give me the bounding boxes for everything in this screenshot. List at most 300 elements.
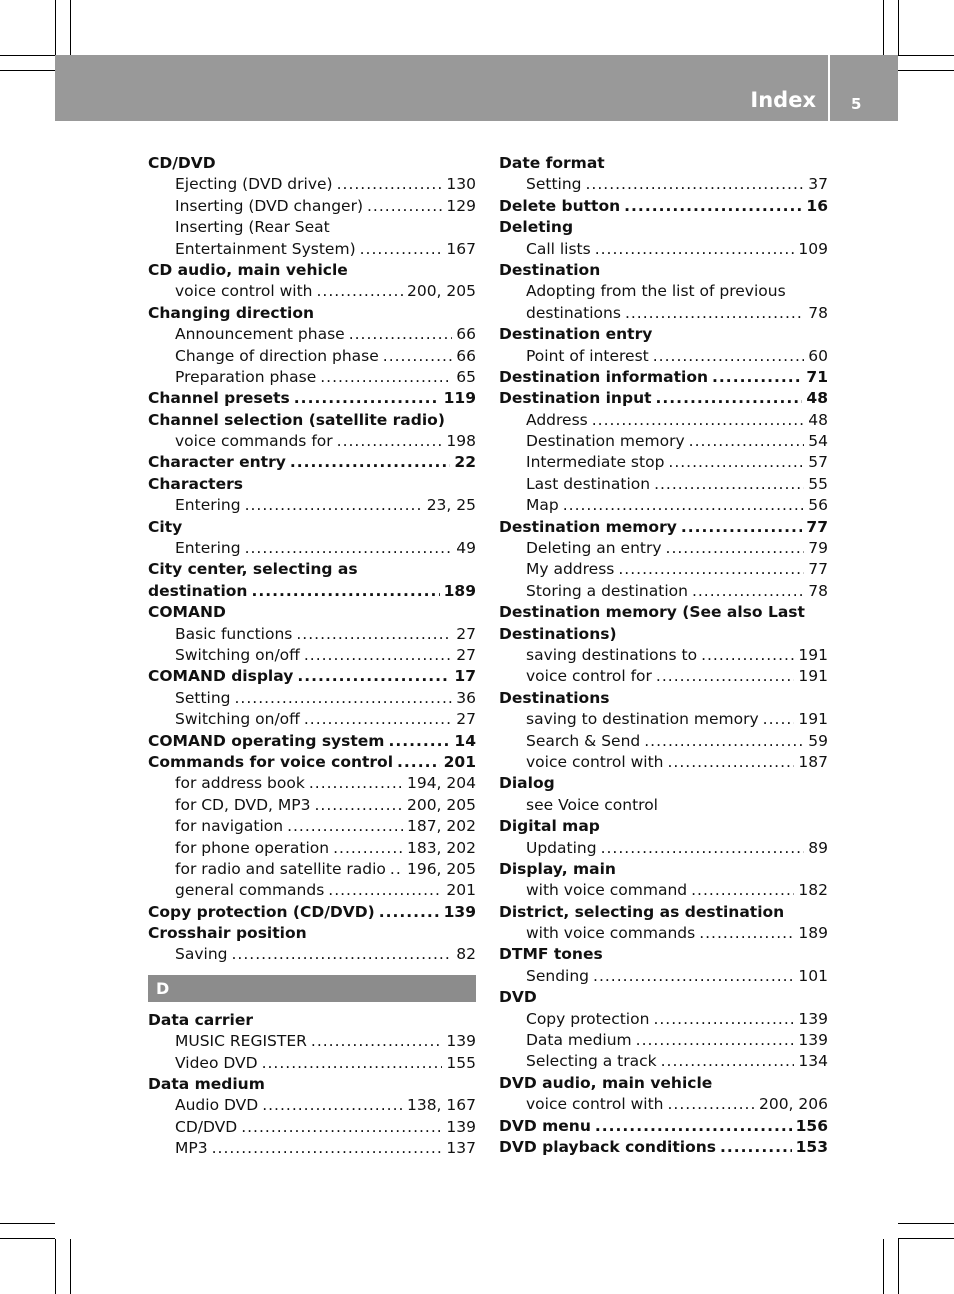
entry-text: Destination input xyxy=(499,389,652,408)
entry-text: Copy protection xyxy=(526,1009,650,1028)
index-subentry xyxy=(499,1009,828,1030)
index-subentry xyxy=(499,281,828,302)
entry-page: 23, 25 xyxy=(426,496,476,515)
entry-page: 191 xyxy=(798,667,828,686)
index-heading xyxy=(499,1073,828,1094)
crop-mark xyxy=(55,1239,56,1294)
crop-mark xyxy=(898,1223,954,1224)
dot-leader xyxy=(618,559,804,580)
header-bar xyxy=(55,55,828,121)
index-heading xyxy=(499,217,828,238)
entry-page: 139 xyxy=(443,902,476,921)
index-heading xyxy=(148,752,476,773)
entry-page: 129 xyxy=(446,196,476,215)
entry-page: 57 xyxy=(808,453,828,472)
entry-page: 78 xyxy=(808,581,828,600)
entry-page: 183, 202 xyxy=(406,838,476,857)
entry-text: DVD menu xyxy=(499,1116,591,1135)
page-title: Index xyxy=(750,88,816,112)
entry-text: destination xyxy=(148,581,248,600)
entry-text: see Voice control xyxy=(526,795,658,814)
dot-leader xyxy=(296,624,452,645)
entry-page: 77 xyxy=(808,560,828,579)
entry-text: Basic functions xyxy=(175,624,293,643)
index-heading xyxy=(148,474,476,495)
entry-page: 101 xyxy=(798,966,828,985)
index-heading xyxy=(499,944,828,965)
entry-page: 36 xyxy=(456,688,476,707)
dot-leader xyxy=(294,388,440,409)
index-subentry xyxy=(148,324,476,345)
index-subentry xyxy=(148,217,476,238)
entry-text: general commands xyxy=(175,881,325,900)
index-heading xyxy=(499,260,828,281)
entry-text: City center, selecting as xyxy=(148,560,358,579)
entry-page: 66 xyxy=(456,346,476,365)
entry-page: 139 xyxy=(446,1117,476,1136)
index-heading xyxy=(148,731,476,752)
entry-text: Updating xyxy=(526,838,597,857)
index-subentry xyxy=(499,452,828,473)
page-number-box xyxy=(830,55,898,121)
entry-page: 201 xyxy=(443,752,476,771)
index-heading xyxy=(148,1074,476,1095)
entry-text: Entering xyxy=(175,496,241,515)
crop-mark xyxy=(898,70,954,71)
entry-page: 189 xyxy=(443,581,476,600)
entry-text: with voice commands xyxy=(526,924,696,943)
dot-leader xyxy=(625,303,804,324)
entry-text: Commands for voice control xyxy=(148,752,394,771)
index-heading xyxy=(499,153,828,174)
dot-leader xyxy=(586,174,805,195)
entry-text: with voice command xyxy=(526,881,688,900)
entry-text: COMAND xyxy=(148,603,226,622)
entry-text: voice control with xyxy=(526,752,664,771)
index-subentry xyxy=(499,795,828,816)
entry-text: for radio and satellite radio xyxy=(175,859,386,878)
crop-mark xyxy=(883,0,884,55)
dot-leader xyxy=(701,645,794,666)
entry-page: 155 xyxy=(446,1053,476,1072)
index-subentry xyxy=(499,666,828,687)
dot-leader xyxy=(315,795,403,816)
entry-text: Video DVD xyxy=(175,1053,258,1072)
crop-mark xyxy=(883,1239,884,1294)
index-heading xyxy=(148,923,476,944)
entry-text: Destinations) xyxy=(499,624,617,643)
dot-leader xyxy=(397,752,440,773)
index-heading xyxy=(499,1116,828,1137)
dot-leader xyxy=(691,880,794,901)
entry-text: Destination information xyxy=(499,367,709,386)
entry-text: Character entry xyxy=(148,453,286,472)
index-heading xyxy=(148,1010,476,1031)
dot-leader xyxy=(231,944,452,965)
dot-leader xyxy=(668,1094,755,1115)
index-subentry xyxy=(148,495,476,516)
entry-text: Data medium xyxy=(526,1031,632,1050)
index-subentry xyxy=(148,196,476,217)
entry-text: Selecting a track xyxy=(526,1052,657,1071)
entry-page: 119 xyxy=(443,389,476,408)
entry-text: Data carrier xyxy=(148,1010,253,1029)
entry-text: Data medium xyxy=(148,1075,265,1094)
crop-mark xyxy=(898,1239,899,1294)
index-subentry xyxy=(148,1095,476,1116)
entry-text: Dialog xyxy=(499,774,555,793)
index-heading xyxy=(499,859,828,880)
index-subentry xyxy=(499,966,828,987)
entry-text: Entertainment System) xyxy=(175,239,356,258)
entry-text: saving to destination memory xyxy=(526,710,759,729)
index-heading xyxy=(499,602,828,623)
dot-leader xyxy=(563,495,805,516)
index-subentry xyxy=(148,431,476,452)
dot-leader xyxy=(317,281,403,302)
crop-mark xyxy=(0,1238,55,1239)
dot-leader xyxy=(367,196,442,217)
index-list-d-continued xyxy=(499,153,828,1158)
index-subentry xyxy=(499,838,828,859)
index-heading xyxy=(148,902,476,923)
dot-leader xyxy=(668,452,804,473)
index-column-left xyxy=(148,153,476,1160)
index-heading xyxy=(148,517,476,538)
dot-leader xyxy=(328,880,442,901)
entry-text: CD/DVD xyxy=(148,154,216,172)
entry-page: 109 xyxy=(798,239,828,258)
dot-leader xyxy=(656,388,803,409)
entry-text: Destinations xyxy=(499,688,610,707)
crop-mark xyxy=(70,1239,71,1294)
index-subentry xyxy=(148,838,476,859)
entry-text: Changing direction xyxy=(148,303,314,322)
entry-text: Change of direction phase xyxy=(175,346,379,365)
index-subentry xyxy=(148,709,476,730)
crop-mark xyxy=(70,0,71,55)
entry-page: 16 xyxy=(806,196,828,215)
crop-mark xyxy=(0,55,55,56)
dot-leader xyxy=(601,838,805,859)
crop-mark xyxy=(898,0,899,55)
entry-text: Display, main xyxy=(499,859,616,878)
index-subentry xyxy=(499,174,828,195)
entry-page: 138, 167 xyxy=(406,1096,476,1115)
dot-leader xyxy=(689,431,805,452)
entry-text: Setting xyxy=(526,175,582,194)
entry-text: Search & Send xyxy=(526,731,641,750)
index-heading xyxy=(499,324,828,345)
index-heading xyxy=(148,303,476,324)
index-heading xyxy=(499,902,828,923)
entry-page: 27 xyxy=(456,645,476,664)
index-subentry xyxy=(148,624,476,645)
entry-text: Saving xyxy=(175,945,228,964)
index-subentry xyxy=(148,367,476,388)
entry-text: for navigation xyxy=(175,817,284,836)
entry-text: MP3 xyxy=(175,1139,208,1158)
entry-page: 167 xyxy=(446,239,476,258)
entry-page: 78 xyxy=(808,303,828,322)
dot-leader xyxy=(383,346,453,367)
entry-page: 200, 206 xyxy=(758,1095,828,1114)
index-subentry xyxy=(499,731,828,752)
index-heading xyxy=(499,624,828,645)
dot-leader xyxy=(311,1031,443,1052)
index-heading xyxy=(499,688,828,709)
index-heading xyxy=(148,581,476,602)
index-subentry xyxy=(499,239,828,260)
index-subentry xyxy=(148,1117,476,1138)
entry-page: 137 xyxy=(446,1139,476,1158)
entry-text: Copy protection (CD/DVD) xyxy=(148,902,375,921)
entry-page: 49 xyxy=(456,539,476,558)
dot-leader xyxy=(592,410,805,431)
entry-text: voice control with xyxy=(526,1095,664,1114)
entry-page: 156 xyxy=(795,1116,828,1135)
entry-text: Switching on/off xyxy=(175,710,300,729)
entry-text: Intermediate stop xyxy=(526,453,665,472)
index-heading xyxy=(499,1137,828,1158)
entry-page: 56 xyxy=(808,496,828,515)
dot-leader xyxy=(245,538,453,559)
entry-page: 48 xyxy=(806,389,828,408)
entry-text: Ejecting (DVD drive) xyxy=(175,175,333,194)
index-heading xyxy=(148,602,476,623)
entry-text: Sending xyxy=(526,966,590,985)
index-heading xyxy=(499,367,828,388)
dot-leader xyxy=(333,838,403,859)
entry-page: 14 xyxy=(454,731,476,750)
index-heading xyxy=(148,260,476,281)
index-subentry xyxy=(148,859,476,880)
entry-page: 54 xyxy=(808,432,828,451)
index-heading xyxy=(148,452,476,473)
entry-text: Destination memory (See also Last xyxy=(499,603,805,622)
crop-mark xyxy=(898,55,954,56)
entry-page: 27 xyxy=(456,710,476,729)
index-subentry xyxy=(499,346,828,367)
dot-leader xyxy=(304,709,452,730)
entry-page: 134 xyxy=(798,1052,828,1071)
dot-leader xyxy=(390,859,403,880)
entry-page: 201 xyxy=(446,881,476,900)
index-heading xyxy=(499,196,828,217)
index-heading xyxy=(148,410,476,431)
entry-text: destinations xyxy=(526,303,621,322)
entry-text: Last destination xyxy=(526,474,651,493)
entry-text: Audio DVD xyxy=(175,1096,259,1115)
dot-leader xyxy=(624,196,802,217)
index-subentry xyxy=(499,559,828,580)
index-subentry xyxy=(499,431,828,452)
dot-leader xyxy=(653,1009,794,1030)
entry-page: 200, 205 xyxy=(406,282,476,301)
dot-leader xyxy=(636,1030,795,1051)
index-subentry xyxy=(148,688,476,709)
entry-page: 71 xyxy=(806,367,828,386)
dot-leader xyxy=(262,1095,403,1116)
entry-page: 189 xyxy=(798,924,828,943)
entry-text: Destination xyxy=(499,260,601,279)
index-subentry xyxy=(499,1030,828,1051)
entry-page: 187 xyxy=(798,752,828,771)
entry-text: Storing a destination xyxy=(526,581,688,600)
entry-page: 89 xyxy=(808,838,828,857)
index-subentry xyxy=(499,1051,828,1072)
dot-leader xyxy=(337,431,443,452)
dot-leader xyxy=(712,367,802,388)
dot-leader xyxy=(360,239,443,260)
entry-text: MUSIC REGISTER xyxy=(175,1032,307,1051)
index-subentry xyxy=(148,174,476,195)
dot-leader xyxy=(287,816,403,837)
entry-page: 27 xyxy=(456,624,476,643)
page-number: 5 xyxy=(851,95,862,113)
dot-leader xyxy=(241,1117,442,1138)
dot-leader xyxy=(262,1053,443,1074)
dot-leader xyxy=(309,773,403,794)
dot-leader xyxy=(379,902,440,923)
index-subentry xyxy=(148,816,476,837)
entry-page: 182 xyxy=(798,881,828,900)
crop-mark xyxy=(55,0,56,55)
entry-text: CD audio, main vehicle xyxy=(148,260,348,279)
index-subentry xyxy=(148,645,476,666)
entry-text: Inserting (Rear Seat xyxy=(175,218,330,237)
entry-page: 48 xyxy=(808,410,828,429)
dot-leader xyxy=(644,731,804,752)
entry-text: Date format xyxy=(499,154,605,172)
index-subentry xyxy=(499,752,828,773)
section-header-d: D xyxy=(148,975,476,1002)
index-subentry xyxy=(148,538,476,559)
entry-page: 79 xyxy=(808,539,828,558)
dot-leader xyxy=(699,923,794,944)
entry-text: DVD xyxy=(499,988,537,1007)
index-subentry xyxy=(148,1138,476,1159)
entry-page: 139 xyxy=(446,1032,476,1051)
entry-page: 191 xyxy=(798,645,828,664)
dot-leader xyxy=(337,174,443,195)
dot-leader xyxy=(245,495,423,516)
entry-page: 59 xyxy=(808,731,828,750)
entry-text: Characters xyxy=(148,474,243,493)
entry-page: 65 xyxy=(456,367,476,386)
entry-text: Address xyxy=(526,410,588,429)
entry-page: 187, 202 xyxy=(406,817,476,836)
dot-leader xyxy=(595,1116,792,1137)
dot-leader xyxy=(251,581,439,602)
dot-leader xyxy=(595,239,795,260)
dot-leader xyxy=(320,367,452,388)
index-subentry xyxy=(148,880,476,901)
dot-leader xyxy=(668,752,795,773)
entry-text: COMAND operating system xyxy=(148,731,385,750)
index-subentry xyxy=(499,923,828,944)
entry-page: 194, 204 xyxy=(406,774,476,793)
dot-leader xyxy=(304,645,452,666)
dot-leader xyxy=(681,517,803,538)
index-column-right xyxy=(499,153,828,1158)
index-heading xyxy=(499,388,828,409)
entry-text: CD/DVD xyxy=(175,1117,238,1136)
index-subentry xyxy=(499,303,828,324)
entry-page: 22 xyxy=(454,453,476,472)
entry-text: saving destinations to xyxy=(526,645,698,664)
index-heading xyxy=(148,559,476,580)
index-subentry xyxy=(499,581,828,602)
entry-text: Adopting from the list of previous xyxy=(526,282,786,301)
entry-page: 82 xyxy=(456,945,476,964)
index-subentry xyxy=(499,410,828,431)
entry-page: 153 xyxy=(795,1137,828,1156)
entry-page: 17 xyxy=(454,667,476,686)
index-subentry xyxy=(148,1031,476,1052)
dot-leader xyxy=(653,346,805,367)
entry-text: Destination entry xyxy=(499,325,653,344)
dot-leader xyxy=(297,666,450,687)
index-subentry xyxy=(499,709,828,730)
dot-leader xyxy=(235,688,453,709)
dot-leader xyxy=(349,324,453,345)
entry-text: City xyxy=(148,517,183,536)
dot-leader xyxy=(661,1051,795,1072)
index-subentry xyxy=(148,944,476,965)
index-heading xyxy=(148,153,476,174)
dot-leader xyxy=(388,731,450,752)
entry-text: for phone operation xyxy=(175,838,330,857)
entry-text: voice control with xyxy=(175,282,313,301)
index-subentry xyxy=(499,474,828,495)
index-list-c xyxy=(148,153,476,966)
entry-page: 196, 205 xyxy=(406,859,476,878)
entry-text: for address book xyxy=(175,774,305,793)
crop-mark xyxy=(0,70,55,71)
entry-text: Delete button xyxy=(499,196,621,215)
dot-leader xyxy=(212,1138,443,1159)
index-subentry xyxy=(499,538,828,559)
dot-leader xyxy=(593,966,794,987)
entry-text: Destination memory xyxy=(499,517,677,536)
entry-page: 200, 205 xyxy=(406,795,476,814)
entry-text: Channel presets xyxy=(148,389,290,408)
entry-text: for CD, DVD, MP3 xyxy=(175,795,311,814)
entry-page: 139 xyxy=(798,1009,828,1028)
entry-text: COMAND display xyxy=(148,667,294,686)
entry-page: 191 xyxy=(798,710,828,729)
index-subentry xyxy=(148,346,476,367)
entry-text: Crosshair position xyxy=(148,924,307,943)
entry-text: Destination memory xyxy=(526,432,685,451)
index-list-d xyxy=(148,1010,476,1160)
dot-leader xyxy=(666,538,805,559)
entry-page: 37 xyxy=(808,175,828,194)
entry-page: 60 xyxy=(808,346,828,365)
dot-leader xyxy=(654,474,804,495)
index-heading xyxy=(499,987,828,1008)
entry-text: voice control for xyxy=(526,667,652,686)
index-heading xyxy=(499,816,828,837)
index-subentry xyxy=(499,1094,828,1115)
entry-text: Deleting an entry xyxy=(526,539,662,558)
entry-text: DVD playback conditions xyxy=(499,1137,716,1156)
index-subentry xyxy=(148,773,476,794)
index-subentry xyxy=(148,1053,476,1074)
entry-text: Call lists xyxy=(526,239,591,258)
dot-leader xyxy=(692,581,804,602)
